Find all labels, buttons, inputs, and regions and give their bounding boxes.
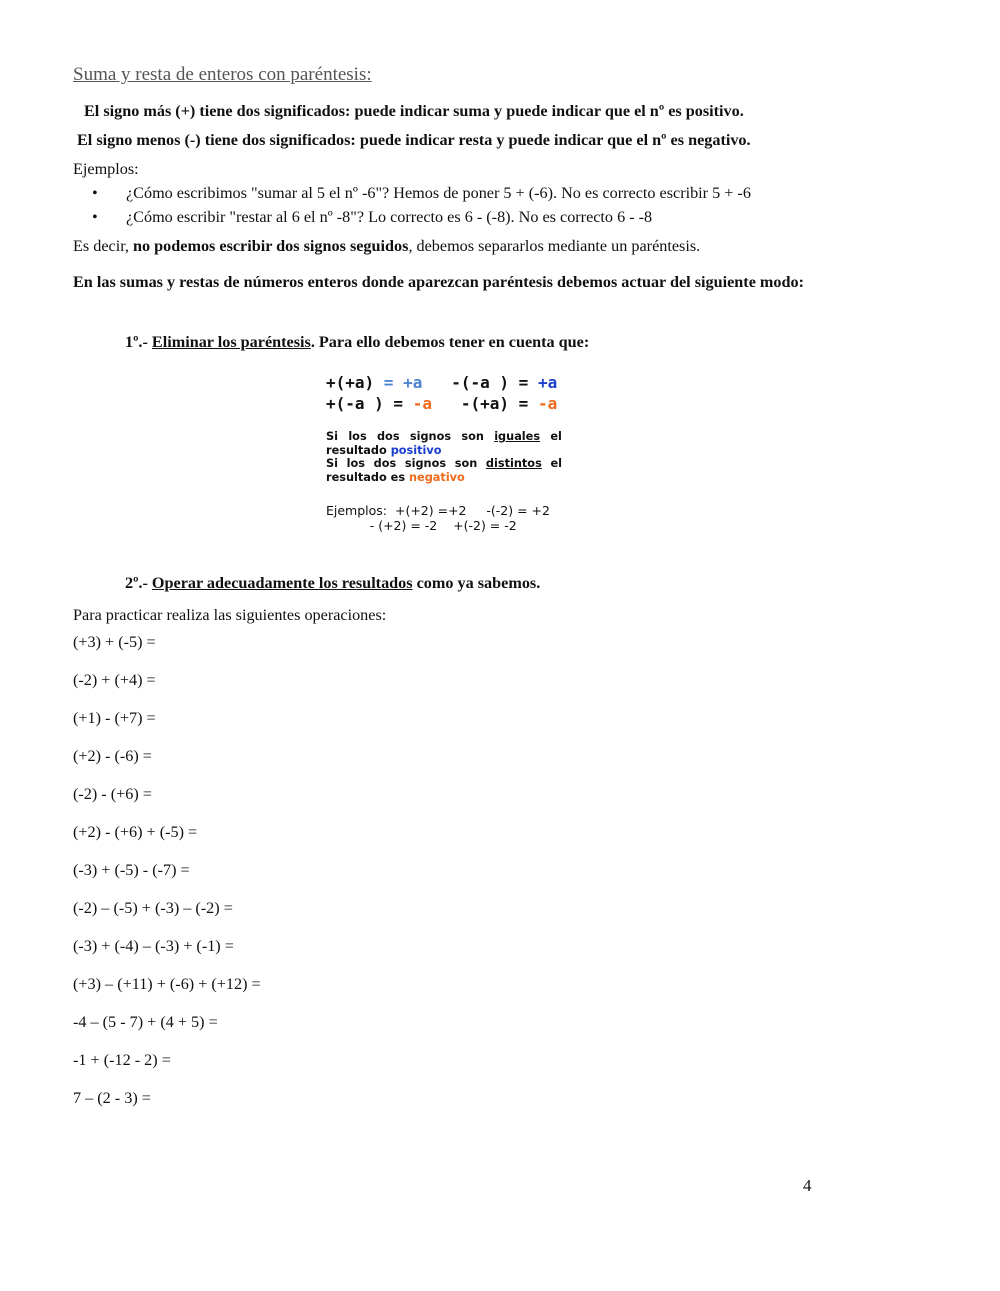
operation-item: (-2) - (+6) = [73,785,152,803]
rule-word: resultado [326,443,387,457]
rules-examples-line-2: - (+2) = -2 +(-2) = -2 [326,518,517,533]
operation-item: (+2) - (+6) + (-5) = [73,823,198,841]
rule-distintos: distintos [485,457,542,470]
es-decir-pre: Es decir, [73,237,134,255]
example-item [73,184,751,208]
page-number: 4 [803,1176,812,1195]
rule-word: el [550,430,562,443]
rule-negativo: negativo [409,470,465,484]
intro-paragraph: En las sumas y restas de números enteros donde aparezcan paréntesis debemos actuar del siguiente modo: [73,273,804,291]
es-decir-paragraph [73,237,700,256]
formula-1-eq: = [374,373,404,392]
rule-same-line-2 [326,444,562,458]
rule-different-signs [326,457,562,484]
sign-rules-box [326,372,562,533]
example-text: ¿Cómo escribimos "sumar al 5 el nº -6"? Hemos de poner 5 + (-6). No es correcto escribir 5 + -6 [126,184,751,202]
step-2-underlined: Operar adecuadamente los resultados [151,574,413,592]
operation-item: (+3) + (-5) = [73,633,156,651]
formula-row-2 [326,393,562,414]
rules-examples-line-1: +(+2) =+2 -(-2) = +2 [387,503,550,518]
step-2 [125,574,540,593]
step-1-underlined: Eliminar los paréntesis [151,333,311,351]
operation-item: (-2) + (+4) = [73,671,156,689]
operation-item: -1 + (-12 - 2) = [73,1051,171,1069]
formula-2-left: -(-a ) [451,373,510,392]
rule-word: signos [404,457,447,470]
operation-item: (+3) – (+11) + (-6) + (+12) = [73,975,261,993]
formula-4-left: -(+a) [460,394,510,413]
formula-3-left: +(-a ) [326,394,384,413]
step-1-prefix: 1º.- [125,333,152,351]
step-1-suffix: . Para ello debemos tener en cuenta que: [310,333,590,351]
operation-item: (-2) – (-5) + (-3) – (-2) = [73,899,233,917]
rule-diff-line-1 [326,457,562,471]
rule-word: los [348,430,367,443]
rule-word: el [550,457,562,470]
rule-iguales: iguales [494,430,541,443]
es-decir-bold: no podemos escribir dos signos seguidos [133,237,409,255]
practice-intro: Para practicar realiza las siguientes operaciones: [73,606,387,624]
formula-4-result: -a [537,394,558,413]
formula-4-eq: = [509,394,538,413]
rules-examples-label: Ejemplos: [326,503,388,518]
rule-word: son [461,430,484,443]
es-decir-post: , debemos separarlos mediante un paréntesis. [408,237,701,255]
operation-item: (-3) + (-5) - (-7) = [73,861,190,879]
bullet-icon: • [92,208,98,226]
step-1 [125,333,589,352]
formula-2-result: +a [537,373,558,392]
examples-label: Ejemplos: [73,160,139,178]
step-2-prefix: 2º.- [125,574,152,592]
examples-list [73,184,751,232]
formula-2-eq: = [509,373,538,392]
operation-item: (-3) + (-4) – (-3) + (-1) = [73,937,234,955]
rule-word: dos [373,457,397,470]
operation-item: 7 – (2 - 3) = [73,1089,151,1107]
formula-3-result: -a [412,394,432,413]
rule-same-signs [326,430,562,457]
step-2-suffix: como ya sabemos. [412,574,541,592]
rule-word: resultado es [326,470,406,484]
formula-row-1 [326,372,562,393]
plus-sign-meaning: El signo más (+) tiene dos significados: puede indicar suma y puede indicar que el nº es positivo. [84,102,744,120]
formula-1-left: +(+a) [326,373,375,392]
example-text: ¿Cómo escribir "restar al 6 el nº -8"? Lo correcto es 6 - (-8). No es correcto 6 - -8 [126,208,653,226]
operation-item: -4 – (5 - 7) + (4 + 5) = [73,1013,218,1031]
formula-3-eq: = [383,394,413,413]
rule-same-line-1 [326,430,562,444]
rule-word: dos [376,430,400,443]
rule-word: Si [326,430,339,443]
rule-word: Si [326,457,339,470]
operation-item: (+2) - (-6) = [73,747,152,765]
rule-word: son [454,457,478,470]
example-item [73,208,751,232]
rule-diff-line-2 [326,471,562,485]
minus-sign-meaning: El signo menos (-) tiene dos significados: puede indicar resta y puede indicar que el nº es negativo. [77,131,751,149]
rule-word: los [346,457,366,470]
operation-item: (+1) - (+7) = [73,709,156,727]
rules-examples [326,503,562,533]
rule-positivo: positivo [390,443,442,457]
page-title: Suma y resta de enteros con paréntesis: [73,64,372,85]
bullet-icon: • [92,184,98,202]
formula-1-result: +a [403,373,423,392]
rule-word: signos [409,430,452,443]
